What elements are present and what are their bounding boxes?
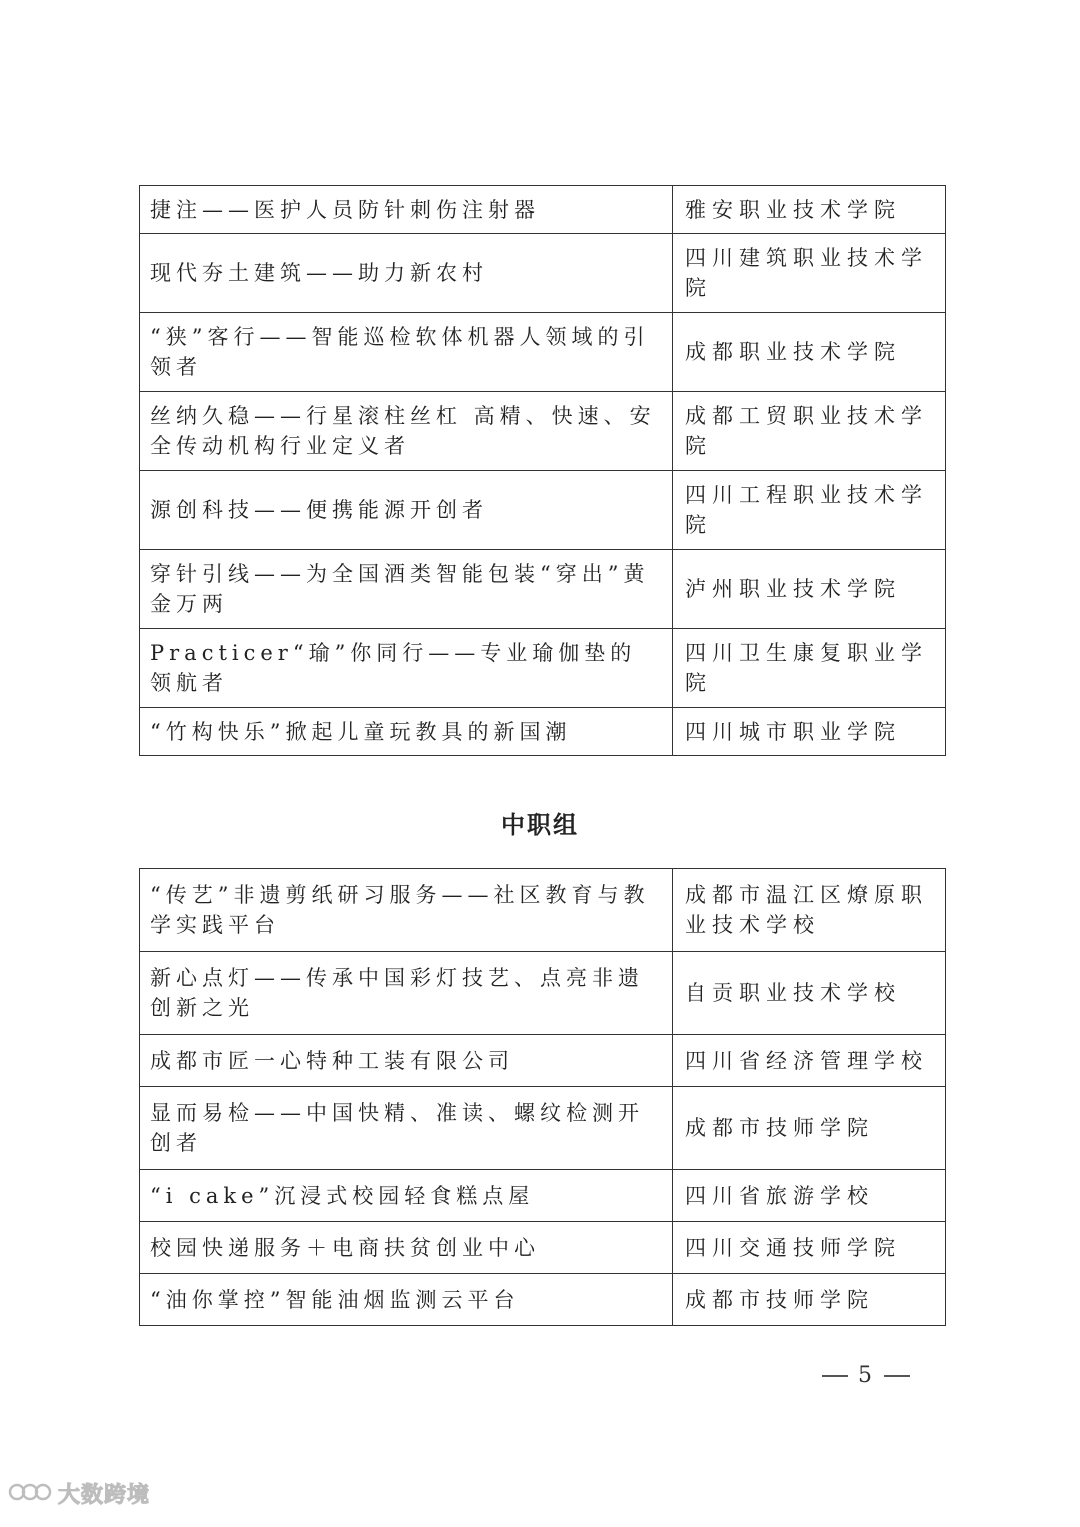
school-name-cell: 成都市技师学院 (673, 1274, 946, 1326)
project-name-cell: Practicer“瑜”你同行——专业瑜伽垫的领航者 (140, 629, 673, 708)
table-row (140, 952, 946, 1035)
school-name-cell: 四川建筑职业技术学院 (673, 234, 946, 313)
project-name-cell: “传艺”非遗剪纸研习服务——社区教育与教学实践平台 (140, 869, 673, 952)
higher-vocational-table (139, 185, 946, 756)
school-name-cell: 四川交通技师学院 (673, 1222, 946, 1274)
project-name-cell: 丝纳久稳——行星滚柱丝杠 高精、快速、安全传动机构行业定义者 (140, 392, 673, 471)
project-name-cell: 显而易检——中国快精、准读、螺纹检测开创者 (140, 1087, 673, 1170)
secondary-vocational-table (139, 868, 946, 1326)
project-name-cell: 校园快递服务＋电商扶贫创业中心 (140, 1222, 673, 1274)
watermark-text: 大数跨境 (58, 1483, 151, 1508)
logo-icon (8, 1479, 52, 1509)
school-name-cell: 成都市技师学院 (673, 1087, 946, 1170)
section-heading: 中职组 (501, 810, 579, 839)
project-name-cell: “竹构快乐”掀起儿童玩教具的新国潮 (140, 708, 673, 756)
school-name-cell: 四川省经济管理学校 (673, 1035, 946, 1087)
school-name-cell: 四川工程职业技术学院 (673, 471, 946, 550)
project-name-cell: 捷注——医护人员防针刺伤注射器 (140, 186, 673, 234)
school-name-cell: 四川卫生康复职业学院 (673, 629, 946, 708)
table-row (140, 869, 946, 952)
school-name-cell: 泸州职业技术学院 (673, 550, 946, 629)
school-name-cell: 自贡职业技术学校 (673, 952, 946, 1035)
project-name-cell: 新心点灯——传承中国彩灯技艺、点亮非遗创新之光 (140, 952, 673, 1035)
table-row (140, 186, 946, 234)
table-row (140, 1222, 946, 1274)
school-name-cell: 成都工贸职业技术学院 (673, 392, 946, 471)
page-number (812, 1363, 920, 1388)
table-row (140, 1035, 946, 1087)
school-name-cell: 成都职业技术学院 (673, 313, 946, 392)
dash-left (822, 1375, 848, 1377)
school-name-cell: 四川省旅游学校 (673, 1170, 946, 1222)
table-row (140, 234, 946, 313)
table-row (140, 313, 946, 392)
table-row (140, 1274, 946, 1326)
table-row (140, 1087, 946, 1170)
dash-right (884, 1375, 910, 1377)
table-row (140, 471, 946, 550)
table-row (140, 1170, 946, 1222)
school-name-cell: 雅安职业技术学院 (673, 186, 946, 234)
project-name-cell: 现代夯土建筑——助力新农村 (140, 234, 673, 313)
page-number-value: 5 (858, 1363, 874, 1388)
table-row (140, 629, 946, 708)
table-row (140, 708, 946, 756)
project-name-cell: 源创科技——便携能源开创者 (140, 471, 673, 550)
school-name-cell: 四川城市职业学院 (673, 708, 946, 756)
table-row (140, 392, 946, 471)
project-name-cell: 成都市匠一心特种工装有限公司 (140, 1035, 673, 1087)
project-name-cell: “油你掌控”智能油烟监测云平台 (140, 1274, 673, 1326)
project-name-cell: “狭”客行——智能巡检软体机器人领域的引领者 (140, 313, 673, 392)
watermark (8, 1478, 150, 1509)
table-row (140, 550, 946, 629)
project-name-cell: 穿针引线——为全国酒类智能包装“穿出”黄金万两 (140, 550, 673, 629)
project-name-cell: “i cake”沉浸式校园轻食糕点屋 (140, 1170, 673, 1222)
school-name-cell: 成都市温江区燎原职业技术学校 (673, 869, 946, 952)
